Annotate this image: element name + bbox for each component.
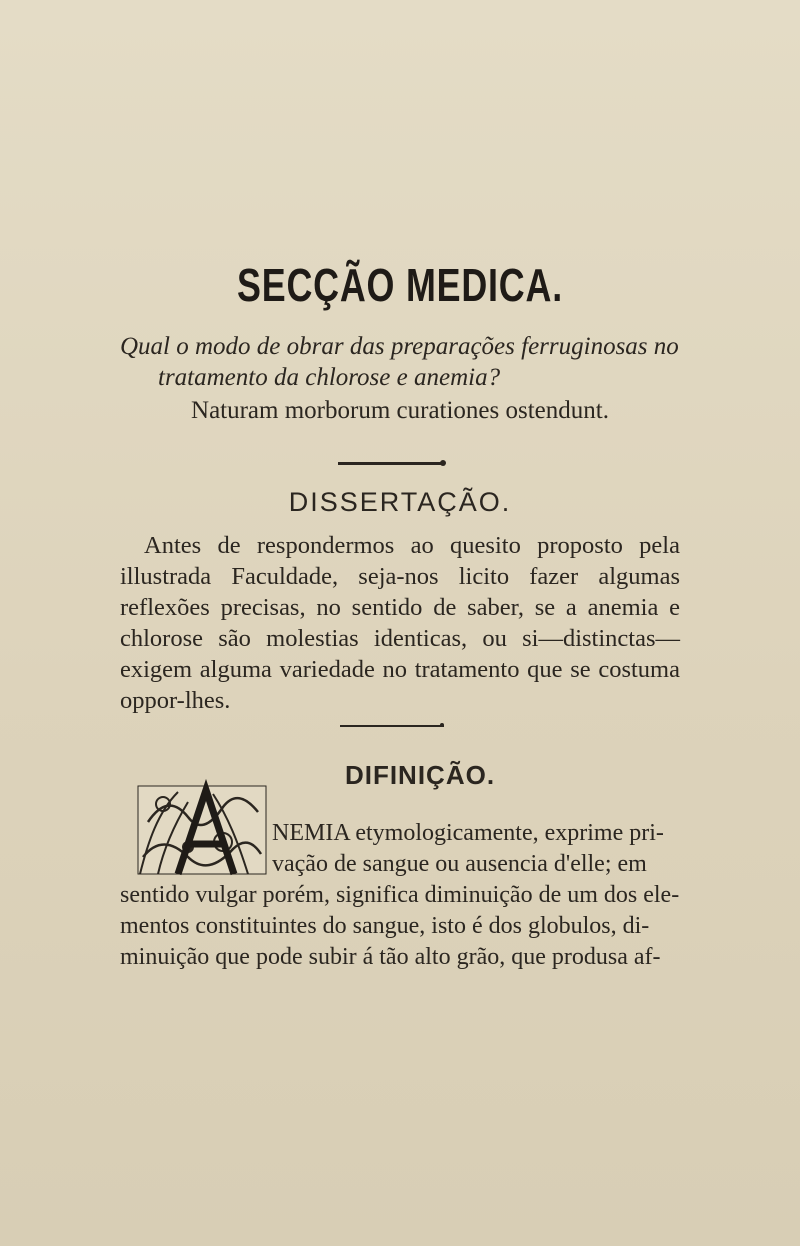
intro-paragraph bbox=[120, 530, 680, 716]
dissertation-title: DISSERTAÇÃO. bbox=[288, 487, 512, 517]
question-line-2: tratamento da chlorose e anemia? bbox=[158, 364, 501, 391]
definition-line-1: NEMIA etymologicamente, exprime pri- bbox=[272, 820, 664, 846]
definition-line-5: minuição que pode subir á tão alto grão, que produsa af- bbox=[120, 944, 661, 970]
definition-title: DIFINIÇÃO. bbox=[344, 760, 496, 790]
latin-motto: Naturam morborum curationes ostendunt. bbox=[191, 397, 609, 424]
divider-rule bbox=[338, 462, 444, 465]
intro-paragraph-text: Antes de respondermos ao quesito proposto pela illustrada Faculdade, seja-nos licito fazer algumas reflexões precisas, no sentido de saber, se a anemia e chlorose são molestias identicas, ou si—distinctas—exigem alguma variedade no tratamento que se costuma oppor-lhes. bbox=[120, 532, 680, 714]
drop-cap-letter: A bbox=[18, 682, 19, 683]
definition-line-4: mentos constituintes do sangue, isto é dos globulos, di- bbox=[120, 913, 650, 939]
divider-ornament-2 bbox=[440, 723, 444, 727]
divider-ornament bbox=[440, 460, 446, 466]
ornamental-drop-cap bbox=[18, 682, 268, 877]
definition-line-3: sentido vulgar porém, significa diminuição de um dos ele- bbox=[120, 882, 680, 908]
question-heading bbox=[120, 331, 680, 393]
section-title: SECÇÃO MEDICA. bbox=[237, 259, 563, 311]
definition-line-2: vação de sangue ou ausencia d'elle; em bbox=[272, 851, 647, 877]
question-line-1: Qual o modo de obrar das preparações ferruginosas no bbox=[120, 333, 679, 360]
divider-rule-2 bbox=[340, 725, 444, 727]
